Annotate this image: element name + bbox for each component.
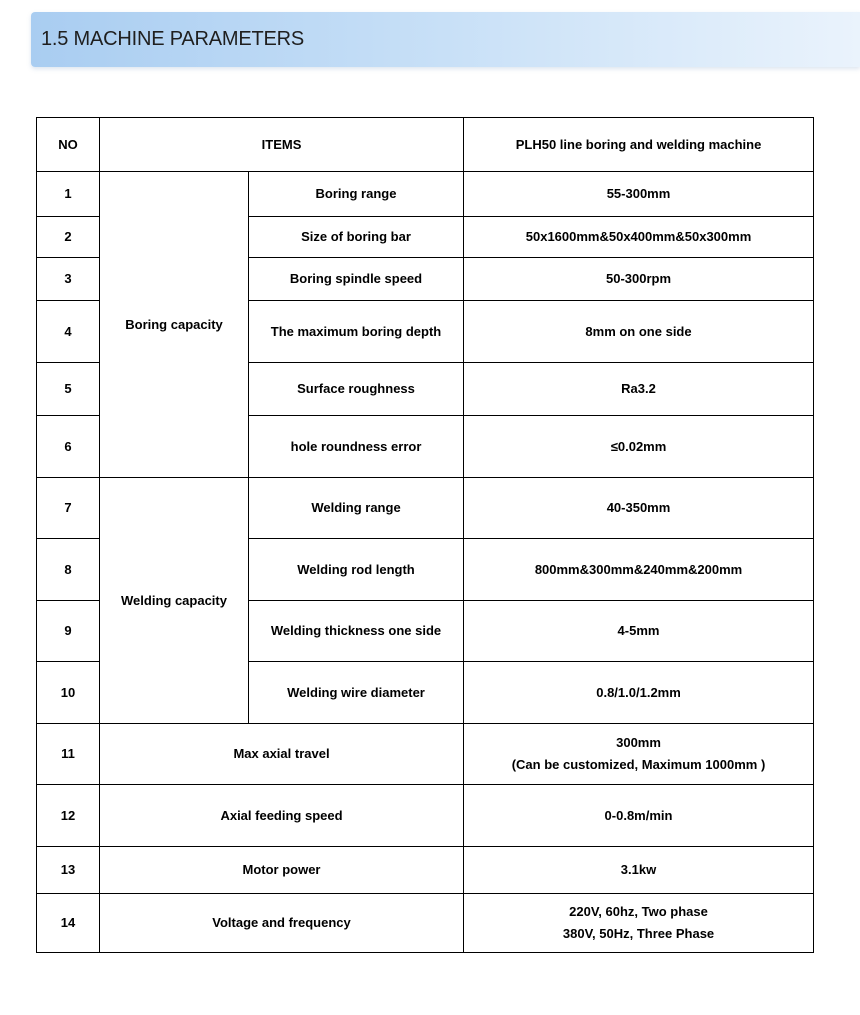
table-row [37, 894, 814, 953]
group-welding-capacity: Welding capacity [100, 478, 249, 724]
row-item: Surface roughness [249, 363, 464, 416]
row-item: Axial feeding speed [100, 785, 464, 847]
group-boring-capacity: Boring capacity [100, 172, 249, 478]
row-number: 2 [37, 217, 100, 258]
row-value: Ra3.2 [464, 363, 814, 416]
row-value: 3.1kw [464, 847, 814, 894]
row-value: 40-350mm [464, 478, 814, 539]
table-row [37, 172, 814, 217]
row-number: 8 [37, 539, 100, 601]
row-value: 50-300rpm [464, 258, 814, 301]
machine-parameters-table [36, 117, 814, 953]
row-value-line-2: (Can be customized, Maximum 1000mm ) [511, 757, 766, 772]
table-header-row [37, 118, 814, 172]
section-header [31, 12, 860, 67]
row-item: Motor power [100, 847, 464, 894]
row-item: Boring spindle speed [249, 258, 464, 301]
row-item: Welding range [249, 478, 464, 539]
row-value: 50x1600mm&50x400mm&50x300mm [464, 217, 814, 258]
row-item: The maximum boring depth [249, 301, 464, 363]
row-number: 5 [37, 363, 100, 416]
row-value: 55-300mm [464, 172, 814, 217]
row-item: Size of boring bar [249, 217, 464, 258]
row-number: 11 [37, 724, 100, 785]
table-row [37, 847, 814, 894]
row-item: Max axial travel [100, 724, 464, 785]
row-number: 9 [37, 601, 100, 662]
table-row [37, 785, 814, 847]
row-value: 0-0.8m/min [464, 785, 814, 847]
header-items: ITEMS [100, 118, 464, 172]
row-number: 4 [37, 301, 100, 363]
row-item: hole roundness error [249, 416, 464, 478]
row-value-line-1: 300mm [616, 735, 661, 750]
header-model: PLH50 line boring and welding machine [464, 118, 814, 172]
row-value [464, 894, 814, 953]
row-value: 800mm&300mm&240mm&200mm [464, 539, 814, 601]
row-item: Welding rod length [249, 539, 464, 601]
row-value [464, 724, 814, 785]
row-item: Voltage and frequency [100, 894, 464, 953]
row-number: 13 [37, 847, 100, 894]
row-number: 7 [37, 478, 100, 539]
row-number: 10 [37, 662, 100, 724]
row-item: Welding thickness one side [249, 601, 464, 662]
header-no: NO [37, 118, 100, 172]
row-value-line-2: 380V, 50Hz, Three Phase [562, 926, 715, 941]
row-number: 14 [37, 894, 100, 953]
row-number: 6 [37, 416, 100, 478]
row-value: ≤0.02mm [464, 416, 814, 478]
row-value: 4-5mm [464, 601, 814, 662]
row-item: Welding wire diameter [249, 662, 464, 724]
row-number: 12 [37, 785, 100, 847]
row-value-line-1: 220V, 60hz, Two phase [569, 904, 708, 919]
row-number: 3 [37, 258, 100, 301]
section-title: 1.5 MACHINE PARAMETERS [41, 28, 305, 50]
row-item: Boring range [249, 172, 464, 217]
table-row [37, 478, 814, 539]
table-row [37, 724, 814, 785]
row-value: 8mm on one side [464, 301, 814, 363]
row-value: 0.8/1.0/1.2mm [464, 662, 814, 724]
row-number: 1 [37, 172, 100, 217]
